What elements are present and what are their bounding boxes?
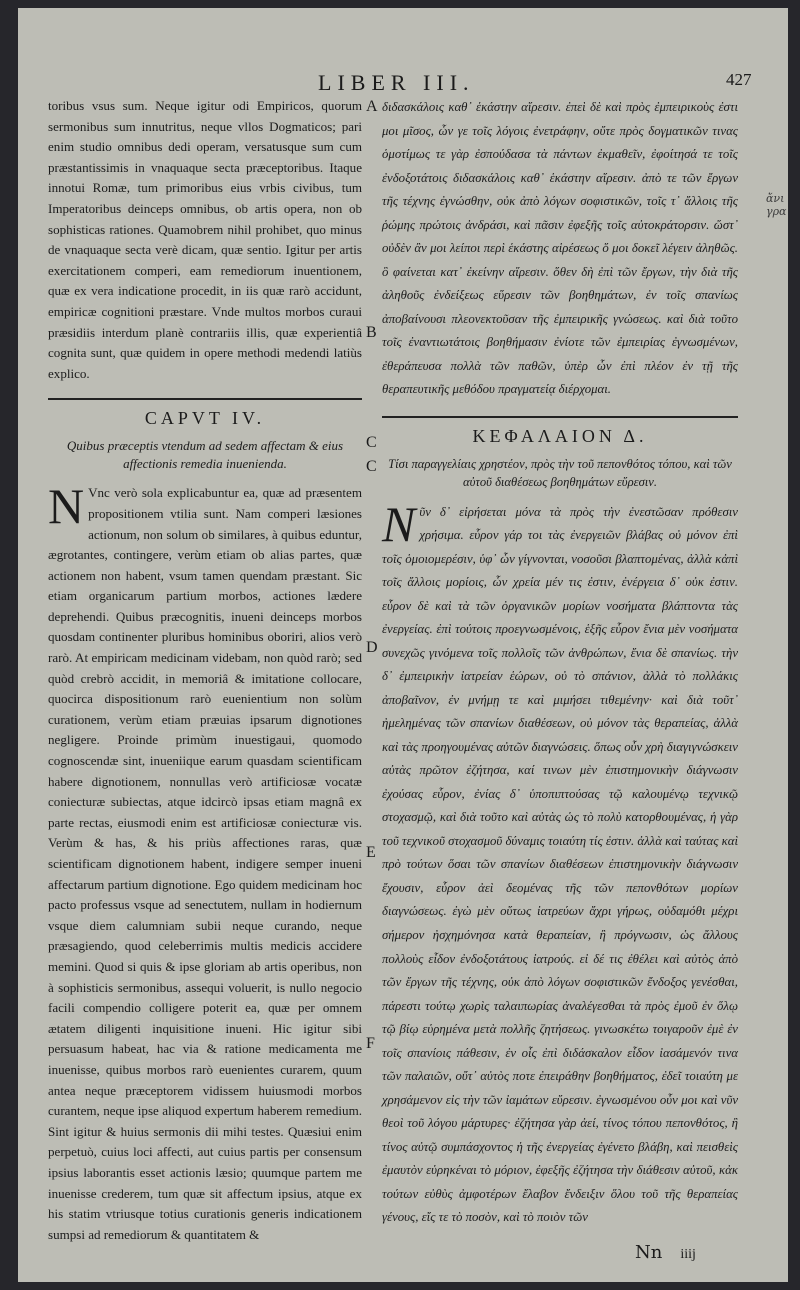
margin-letter-e: E (366, 844, 376, 861)
greek-body-paragraph (382, 495, 739, 1230)
signature-letters: Nn (635, 1242, 663, 1263)
greek-chapter-title: ΚΕΦΑΛΑΙΟΝ Δ. (472, 425, 648, 446)
running-title: LIBER III. (318, 70, 475, 95)
page-number: 427 (726, 70, 752, 89)
signature-number: iiij (680, 1247, 696, 1262)
greek-intro-paragraph: διδασκάλοις καθ᾽ ἑκάστην αἵρεσιν. ἐπεὶ δὲ καὶ πρὸς ἐμπειρικοὺς ἐστι μοι μῖσος, ὧν γε τοῖς λόγοις ἐνετράφην, οὔτε πρὸς δογματικῶν τινας ὁμοτίμως τε γὰρ ἐσπούδασα τὰ πάντων ἐκμαθεῖν, ἐφοίτησά τε τοῖς ἐνδοξοτάτοις διδασκάλοις καθ᾽ ἑκάστην αἵρεσιν. ἀπὸ τε τῶν ἔργων τῆς τέχνης ἐγνώσθην, οὐκ ἀπὸ λόγων σοφιστικῶν, τοῖς τ᾽ ἄλλοις τῆς ῥώμης πρώτοις ἀνδράσι, καὶ πᾶσιν ἐφεξῆς τοῖς αὐτοκράτορσιν. ὥστ᾽ οὐδὲν ἂν μοι λείποι περὶ ἑκάστης αἱρέσεως ὅ μοι δοκεῖ λέγειν ἀληθῶς. ὃ φαίνεται κατ᾽ ἐκείνην αἵρεσιν. ὅθεν δὴ ἐπὶ τῶν ἔργων, τὴν διὰ τῆς ἀληθοῦς ἐνδείξεως εὕρεσιν τῶν βοηθημάτων, ἐν τοῖς σπανίως ἀποβαίνουσι πλεονεκτοῦσαν τῆς ἐμπειρικῆς γνώσεως. καὶ διὰ τοῦτο τοῖς ἐναντιωτάτοις βοηθήμασιν ἐνίοτε τῶν ἐμπειρίας ἐγνωσμένων, ἐθεράπευσα πολλὰ τῶν παθῶν, ὑπὲρ ὧν ἐπὶ πλέον ἐν τῇ τῆς θεραπευτικῆς μεθόδου πραγματείᾳ διέρχομαι. (382, 100, 738, 397)
latin-chapter-title: CAPVT IV. (144, 408, 266, 429)
latin-column (48, 96, 362, 1245)
latin-chapter-subtitle: Quibus præceptis vtendum ad sedem affectam & eius affectionis remedia inuenienda. (66, 438, 344, 472)
book-page (18, 8, 788, 1282)
margin-letter-d: D (366, 639, 378, 656)
margin-letter-a: A (366, 98, 378, 115)
margin-letter-f: F (366, 1035, 375, 1052)
margin-annotation: ἄνι γρα (766, 192, 787, 218)
greek-drop-cap: Ν (382, 495, 416, 552)
margin-letter-c1: C (366, 434, 377, 451)
greek-chapter-subtitle: Τίσι παραγγελίαις χρηστέον, πρὸς τὴν τοῦ πεπονθότος τόπου, καὶ τῶν αὐτοῦ διαθέσεως βοηθημάτων εὕρεσιν. (388, 456, 732, 489)
greek-body-text: ῦν δ᾽ εἰρήσεται μόνα τὰ πρὸς τὴν ἐνεστῶσαν πρόθεσιν χρήσιμα. εὗρον γάρ τοι τὰς ἐνεργειῶν βλάβας οὐ μόνον ἐπὶ τοῖς ὁμοιομερέσιν, ὑφ᾽ ὧν γίγνονται, νοσοῦσι βλαπτομένας, ἀλλὰ κἀπὶ τοῖς ἄλλοις μορίοις, ὧν χρεία μέν τις ἐστιν, ἐνέργεια δ᾽ οὐκ ἐστιν. εὗρον δὲ καὶ τὰ τῶν ὀργανικῶν μορίων νοσήματα βλάπτοντα τὰς ἐνεργείας. ἐπὶ τούτοις προεγνωσμένοις, ἑξῆς εὗρον ἔνια μὲν νοσήματα συνεχῶς γινόμενα τοῖς πολλοῖς τῶν ἀνθρώπων, ἔνια δὲ σπανίως. τὴν δ᾽ ἐμπειρικὴν ἰατρείαν ἑώρων, οὐ τὸ σπάνιον, ἀλλὰ τὸ πολλάκις ἀποβαῖνον, ἐν μνήμῃ τε καὶ μιμήσει τιθεμένην· καὶ διὰ τοῦτ᾽ ἠμελημένας τῶν σπανίων διαθέσεων, οὐ μόνον τὰς θεραπείας, ἀλλὰ καὶ τὰς προηγουμένας αὐτῶν διαγνώσεις. ὅπως οὖν χρὴ διαγιγνώσκειν αὐτὰς πρῶτον ἐζήτησα, καί τινων μὲν ἐπιστημονικὴν διάγνωσιν ἐχούσας εὗρον, ἐνίας δ᾽ ὑποπιπτούσας τῷ καλουμένῳ τεχνικῷ στοχασμῷ, καὶ διὰ τοῦτο καὶ αὐτὰς ὡς τὸ πολὺ κατορθουμένας, ἡ γὰρ τοῦ τεχνικοῦ στοχασμοῦ δύναμις τοιαύτη τίς ἐστιν. ἀλλὰ καὶ ταύτας καὶ πρὸ τούτων ὅσαι τῶν σπανίων διαθέσεων ἐπιστημονικὴν διάγνωσιν ἔχουσιν, εὗρον ἀεὶ δεομένας τῆς τῶν πεπονθότων μορίων διαγνώσεως. ἐγὼ μὲν οὕτως ἰατρεύων ἄχρι γήρως, οὐδαμόθι μέχρι σήμερον ἠσχημόνησα κατὰ θεραπείαν, ἢ πρόγνωσιν, ὡς ἄλλους πολλοὺς εἶδον ἐνδοξοτάτους ἰατρούς. εἰ δέ τις ἐθέλει καὶ αὐτὸς ἀπὸ τῶν ἔργων τῆς τέχνης, οὐκ ἀπὸ λόγων σοφιστικῶν ἔνδοξος γενέσθαι, πάρεστι τούτῳ χωρὶς ταλαιπωρίας ἀναλέγεσθαι τὰ πρὸς ἐμοῦ ἐν ὅλῳ τῷ βίῳ εὑρημένα μετὰ πολλῆς ζητήσεως. γινωσκέτω τοιγαροῦν ἐμὲ ἐν τοῖς σπανίοις πάθεσιν, ἐν οἷς ἐπὶ διδάσκαλον εἶδον ἰασάμενόν τινα τῶν παλαιῶν, οὔτ᾽ αὐτὸς ποτε ἐπειράθην βοηθήματος, ἐδεῖ τοιαύτη με χρησάμενον εἰς τὴν τῶν ἰαμάτων εὕρεσιν. ἐγνωσμένου οὖν μοι καὶ νῦν θεοὶ τοῦ λόγου μάρτυρες· ἐζήτησα γὰρ ἀεί, τίνος τόπου πεπονθότος, ἢ τίνος αὐτῷ συμπάσχοντος ἡ τῆς ἐνεργείας ἐγένετο βλάβη, καὶ πεισθεὶς ἐμαυτὸν εὑρηκέναι τὸ μόριον, ἐφεξῆς ἐζήτησα τὴν διάθεσιν αὐτοῦ, κἀκ τούτων εὐθὺς ἀμφοτέρων ἔλαβον ἔνδειξιν ὅλου τοῦ τῆς θεραπείας γένους, εἴς τε τὸ ποσὸν, καὶ τὸ ποιὸν τῶν (382, 504, 739, 1225)
latin-body-text: Vnc verò sola explicabuntur ea, quæ ad præsentem propositionem vtilia sunt. Nam comperi læsiones actionum, non solum ob similares, à quibus eduntur, ægrotantes, contingere, verùm etiam ob alias partes, quæ actionem non habent, vsum tamen quendam præstant. Sic etiam organicarum partium morbos, actiones lædere deprehendi. Quibus præcognitis, inueni deinceps morbos quosdam continenter pluribus hominibus oboriri, alios verò rarò. At empiricam medicinam videbam, non quòd rarò; sed quòd crebrò accidit, in memoriâ & imitatione collocare, quocirca dispositionum rarò euenientium non solùm curationem, verùm etiam præuias ipsarum dignotiones negligere. Proinde primùm inuestigaui, quomodo cognoscendæ sint, inueniique earum quasdam scientificam habere dignotionem, nonnullas verò artificiosæ vocatæ coniecturæ subiectas, atque idcircò ipsas etiam magnâ ex parte rectas, eiusmodi enim est artificiosæ coniecturæ vis. Verùm & has, & his priùs affectiones raras, quæ scientificam dignotionem habent, indigere semper inueni affectarum partium dignotione. Ego quidem medicinam hoc pacto professus vsque ad senectutem, nullam in hodiernum vsque diem calumniam subii neque curando, neque præsagiendo, quod celeberrimis multis medicis accidere memini. Quod si quis & ipse gloriam ab artis operibus, non à sophisticis sermonibus, assequi voluerit, is nullo negocio facili compendio colligere poterit ea, quæ per omnem ætatem diligenti inquisitione inueni. Hic igitur sibi persuasum habeat, hac via & ratione medicamenta me inuenisse, quibus morbos rarò euenientes curarem, quum antea neque præceptorem vidissem huiusmodi morbos curantem, neque ipse aliquod expertum haberem remedium. Sint igitur & huius sermonis dii mihi testes. Quæsiui enim perpetuò, cuius loci affecti, aut cuius partis per consensum ipsius laborantis esset actionis læsio; quumque partem me inuenisse crederem, tum quæ sit affectum ipsius, atque ex his statim vtriusque totius curationis generis indicationem sumpsi ad remediorum & quantitatem & (48, 485, 362, 1242)
latin-section-rule (48, 398, 362, 400)
greek-column (382, 96, 738, 1230)
signature-mark (635, 1242, 696, 1263)
latin-drop-cap: N (48, 478, 85, 535)
latin-body-paragraph (48, 478, 362, 1245)
margin-letter-b: B (366, 324, 377, 341)
greek-section-rule (382, 416, 738, 418)
margin-letter-c2: C (366, 458, 377, 475)
latin-intro-paragraph: toribus vsus sum. Neque igitur odi Empiricos, quorum sermonibus sum innutritus, neque vllos Dogmaticos; pari enim studio omnibus dedi operam, versatusque sum cum præstantissimis in vnaquaque secta præceptoribus. Itaque innotui Romæ, tum primoribus eius vrbis civibus, tum Imperatoribus deinceps omnibus, ob artis opera, non ob sophisticas rationes. Quamobrem nihil prohibet, quo minus de vnaquaque secta verè dicam, quæ sentio. Igitur per artis exercitationem comperi, eam remediorum inuentionem, quæ ex vera indicatione procedit, in iis quæ rarò accidunt, empiricæ cognitioni præstare. Vnde multos morbos curaui præsidiis interdum planè contrariis illis, quæ experientiâ cognita sunt, quæ quidem in opere methodi medendi latiùs explico. (48, 98, 362, 381)
